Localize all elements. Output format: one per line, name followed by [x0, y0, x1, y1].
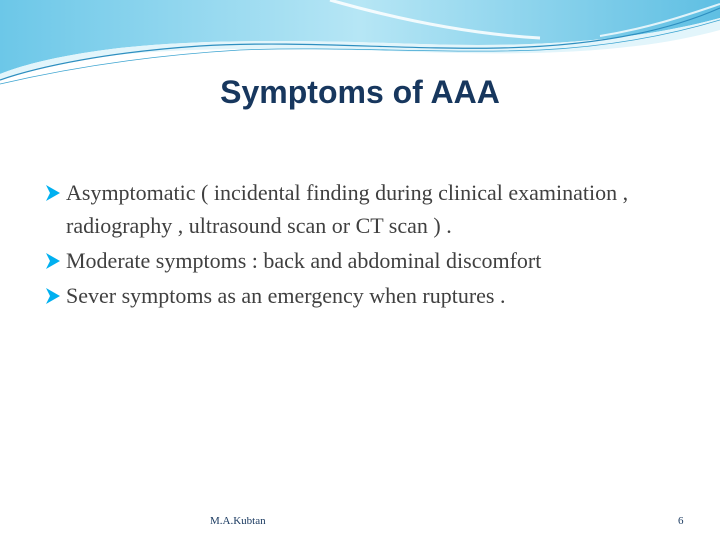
bullet-item — [46, 279, 686, 312]
footer-author: M.A.Kubtan — [210, 515, 266, 527]
arrow-bullet-icon — [46, 253, 60, 269]
arrow-bullet-icon — [46, 185, 60, 201]
bullet-text: Asymptomatic ( incidental finding during clinical examination , radiography , ultrasound scan or CT scan ) . — [66, 180, 629, 238]
arrow-bullet-icon — [46, 288, 60, 304]
bullet-item — [46, 244, 686, 277]
bullet-list — [46, 176, 686, 314]
bullet-item — [46, 176, 686, 242]
slide-title: Symptoms of AAA — [220, 74, 500, 110]
page-number: 6 — [678, 515, 684, 527]
bullet-text: Sever symptoms as an emergency when ruptures . — [66, 283, 506, 308]
bullet-text: Moderate symptoms : back and abdominal discomfort — [66, 248, 542, 273]
